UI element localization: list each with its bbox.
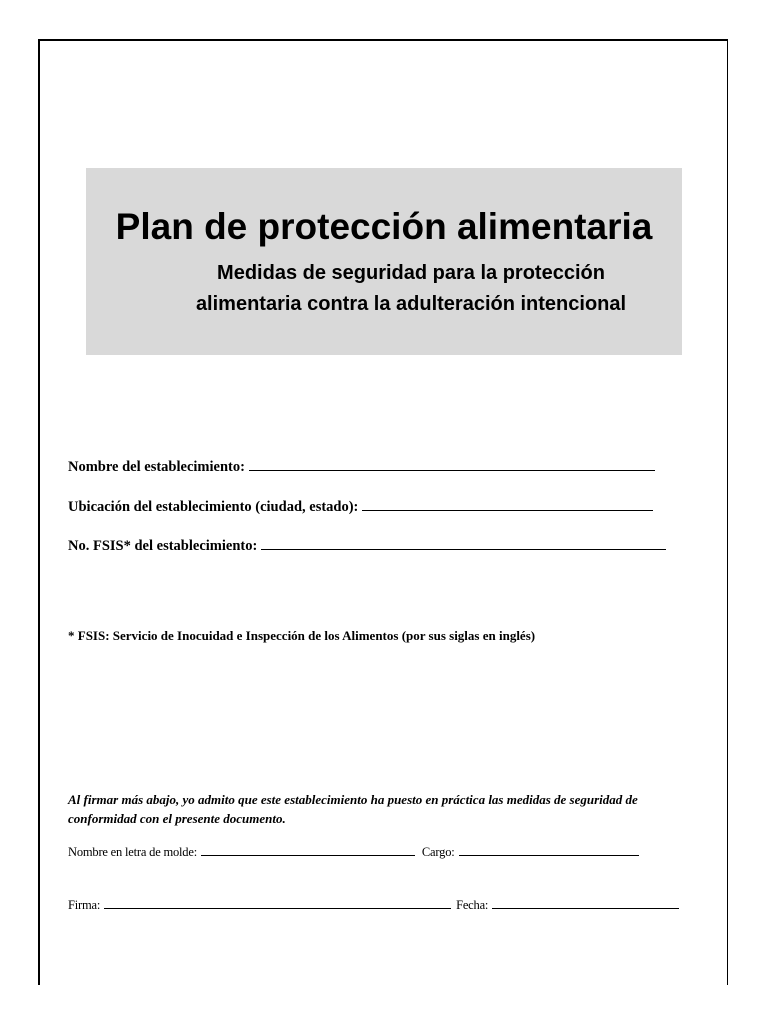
affirmation-statement: Al firmar más abajo, yo admito que este establecimiento ha puesto en práctica las medidas de seguridad de conformidad con el presente documento. [68, 792, 638, 826]
subtitle-line-1: Medidas de seguridad para la protección [217, 262, 605, 284]
establishment-name-label: Nombre del establecimiento: [68, 459, 245, 475]
date-blank[interactable] [492, 896, 679, 909]
print-name-row [68, 843, 639, 860]
position-label: Cargo: [421, 845, 455, 859]
establishment-location-blank[interactable] [362, 498, 653, 511]
print-name-label: Nombre en letra de molde: [68, 845, 197, 859]
fsis-footnote: * FSIS: Servicio de Inocuidad e Inspección de los Alimentos (por sus siglas en inglés) [68, 628, 536, 643]
fsis-number-label: No. FSIS* del establecimiento: [68, 538, 258, 554]
fsis-number-blank[interactable] [261, 537, 666, 550]
establishment-name-field [68, 458, 655, 476]
subtitle-line-2: alimentaria contra la adulteración intencional [195, 293, 627, 315]
date-label: Fecha: [456, 898, 489, 912]
establishment-name-blank[interactable] [249, 458, 655, 471]
fsis-number-field [68, 537, 666, 555]
document-title: Plan de protección alimentaria [115, 206, 653, 247]
signature-row [68, 896, 679, 913]
print-name-blank[interactable] [201, 843, 415, 856]
signature-label: Firma: [68, 898, 101, 912]
signature-blank[interactable] [104, 896, 451, 909]
establishment-location-label: Ubicación del establecimiento (ciudad, estado): [68, 499, 359, 515]
establishment-location-field [68, 498, 653, 516]
title-banner [86, 168, 682, 355]
document-subtitle [146, 258, 676, 320]
position-blank[interactable] [459, 843, 639, 856]
